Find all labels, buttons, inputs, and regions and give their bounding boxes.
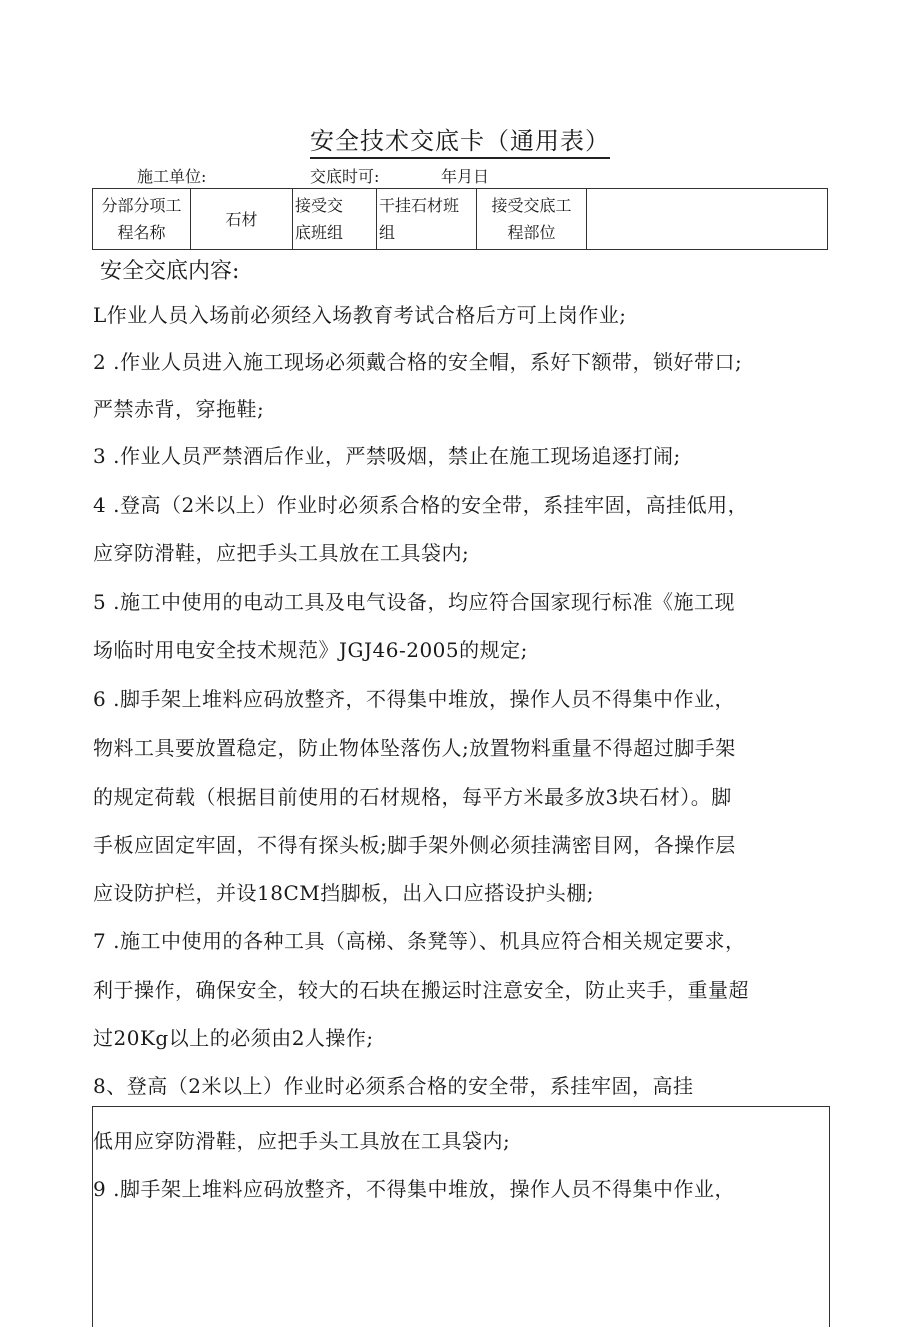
content-line: 过20Kg以上的必须由2人操作; (93, 1026, 374, 1050)
construction-unit-label: 施工单位: (137, 167, 207, 186)
cell-location-value (587, 189, 828, 250)
date-label: 年月日 (441, 167, 490, 186)
content-line: 2 .作业人员进入施工现场必须戴合格的安全帽，系好下额带，锁好带口; (93, 350, 743, 374)
cell-team-value: 干挂石材班 组 (377, 189, 477, 250)
content-line: 利于操作，确保安全，较大的石块在搬运时注意安全，防止夹手，重量超 (93, 978, 749, 1002)
content-line: 手板应固定牢固，不得有探头板;脚手架外侧必须挂满密目网，各操作层 (93, 833, 736, 857)
document-title: 安全技术交底卡（通用表） (0, 121, 920, 159)
content-line: 物料工具要放置稳定，防止物体坠落伤人;放置物料重量不得超过脚手架 (93, 736, 736, 760)
content-line: 4 .登高（2米以上）作业时必须系合格的安全带，系挂牢固，高挂低用， (93, 493, 749, 517)
content-line: 7 .施工中使用的各种工具（高梯、条凳等）、机具应符合相关规定要求， (93, 929, 746, 953)
info-table (92, 188, 828, 250)
content-line: 的规定荷载（根据目前使用的石材规格，每平方米最多放3块石材）。脚 (93, 785, 732, 809)
handover-time-label: 交底时可: (310, 167, 380, 186)
cell-team-label: 接受交 底班组 (293, 189, 377, 250)
content-line: 应穿防滑鞋，应把手头工具放在工具袋内; (93, 541, 470, 565)
content-line: 8、登高（2米以上）作业时必须系合格的安全带，系挂牢固，高挂 (93, 1074, 694, 1098)
cell-subproject-value: 石材 (191, 189, 293, 250)
cell-subproject-label: 分部分项工 程名称 (93, 189, 191, 250)
content-line: 低用应穿防滑鞋，应把手头工具放在工具袋内; (93, 1129, 511, 1153)
content-line: 5 .施工中使用的电动工具及电气设备，均应符合国家现行标准《施工现 (93, 590, 735, 614)
content-line: L作业人员入场前必须经入场教育考试合格后方可上岗作业; (93, 303, 627, 327)
content-line: 应设防护栏，并设18CM挡脚板，出入口应搭设护头棚; (93, 881, 594, 905)
content-line: 9 .脚手架上堆料应码放整齐，不得集中堆放，操作人员不得集中作业， (93, 1177, 735, 1201)
content-heading: 安全交底内容: (100, 259, 240, 284)
content-line: 严禁赤背，穿拖鞋; (93, 397, 265, 421)
cell-location-label: 接受交底工 程部位 (477, 189, 587, 250)
content-line: 3 .作业人员严禁酒后作业，严禁吸烟，禁止在施工现场追逐打闹; (93, 444, 681, 468)
content-line: 场临时用电安全技术规范》JGJ46-2005的规定; (93, 638, 528, 662)
content-line: 6 .脚手架上堆料应码放整齐，不得集中堆放，操作人员不得集中作业， (93, 687, 735, 711)
